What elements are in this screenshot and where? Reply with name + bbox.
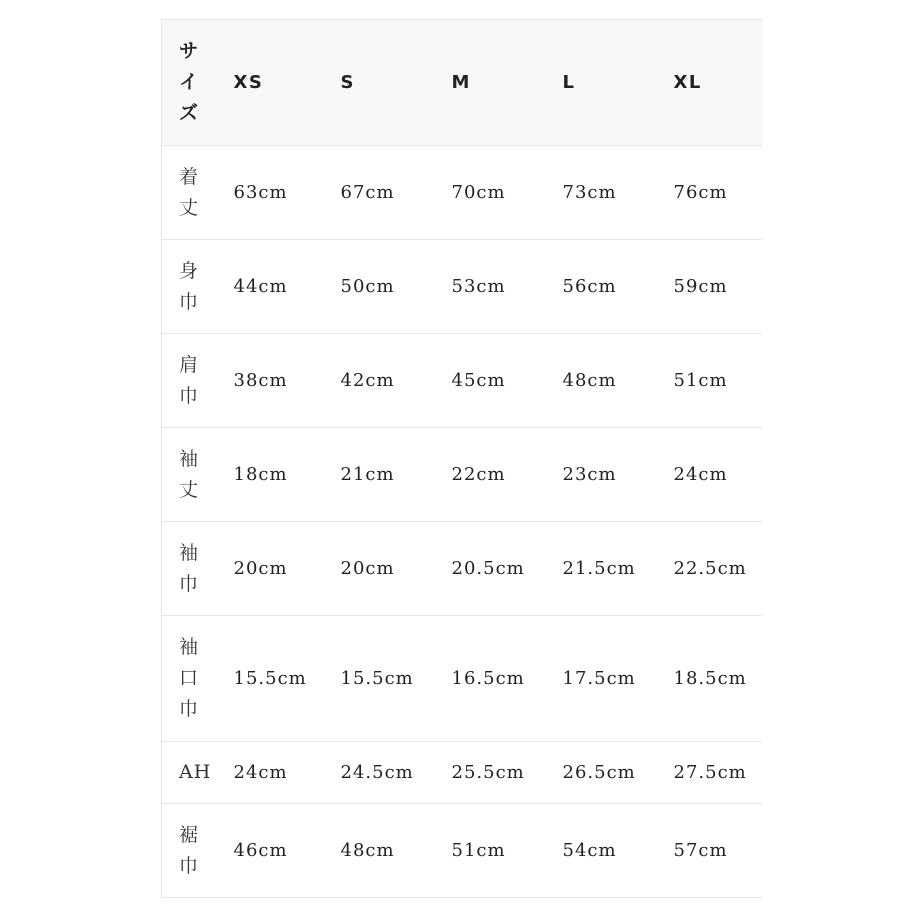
table-cell: 27.5cm: [674, 742, 762, 804]
table-cell: 54cm: [563, 804, 674, 898]
table-cell: 73cm: [563, 146, 674, 240]
header-row: [162, 20, 762, 146]
table-cell: 59cm: [674, 240, 762, 334]
table-cell: 45cm: [452, 334, 563, 428]
table-row-length: [162, 146, 762, 240]
table-cell: 20.5cm: [452, 522, 563, 616]
row-label: [162, 616, 234, 742]
table-cell: 48cm: [341, 804, 452, 898]
table-cell: 57cm: [674, 804, 762, 898]
row-label-char: AH: [179, 761, 212, 783]
table-cell: 56cm: [563, 240, 674, 334]
table-cell: 20cm: [234, 522, 341, 616]
table-cell: 50cm: [341, 240, 452, 334]
table-cell: 24cm: [234, 742, 341, 804]
table-row-sleeve-width: [162, 522, 762, 616]
header-size-m: M: [452, 20, 563, 146]
table-cell: 51cm: [452, 804, 563, 898]
table-cell: 18cm: [234, 428, 341, 522]
row-label-char: 巾: [179, 290, 200, 313]
table-cell: 46cm: [234, 804, 341, 898]
header-size-xl: XL: [674, 20, 762, 146]
header-label-char: サ: [179, 40, 200, 62]
table-cell: 21.5cm: [563, 522, 674, 616]
row-label-char: 袖: [179, 636, 200, 658]
table-cell: 24.5cm: [341, 742, 452, 804]
table-cell: 25.5cm: [452, 742, 563, 804]
row-label: [162, 146, 234, 240]
table-row-shoulder-width: [162, 334, 762, 428]
table-cell: 16.5cm: [452, 616, 563, 742]
table-cell: 21cm: [341, 428, 452, 522]
table-row-armhole: [162, 742, 762, 804]
row-label: [162, 742, 234, 804]
row-label-char: 肩: [179, 353, 200, 376]
size-chart-table: [161, 19, 762, 898]
table-cell: 70cm: [452, 146, 563, 240]
row-label-char: 身: [179, 259, 200, 282]
table-cell: 24cm: [674, 428, 762, 522]
row-label-char: 巾: [179, 384, 200, 407]
table-row-hem-width: [162, 804, 762, 898]
header-label-char: ズ: [179, 102, 200, 124]
row-label: [162, 804, 234, 898]
header-size-l: L: [563, 20, 674, 146]
row-label-char: 丈: [179, 196, 200, 219]
row-label-char: 袖: [179, 541, 200, 564]
table-cell: 26.5cm: [563, 742, 674, 804]
row-label-char: 口: [179, 667, 200, 689]
header-label-char: イ: [179, 71, 200, 93]
table-cell: 76cm: [674, 146, 762, 240]
table-cell: 42cm: [341, 334, 452, 428]
table-cell: 51cm: [674, 334, 762, 428]
header-size-s: S: [341, 20, 452, 146]
row-label-char: 袖: [179, 447, 200, 470]
table-cell: 53cm: [452, 240, 563, 334]
table-cell: 23cm: [563, 428, 674, 522]
row-label-char: 着: [179, 165, 200, 188]
header-size-xs: XS: [234, 20, 341, 146]
table-cell: 22.5cm: [674, 522, 762, 616]
table-cell: 15.5cm: [341, 616, 452, 742]
table-row-sleeve-length: [162, 428, 762, 522]
table-cell: 44cm: [234, 240, 341, 334]
row-label-char: 巾: [179, 698, 200, 720]
table-row-cuff-width: [162, 616, 762, 742]
table-cell: 63cm: [234, 146, 341, 240]
table-cell: 17.5cm: [563, 616, 674, 742]
row-label-char: 巾: [179, 854, 200, 877]
row-label-char: 巾: [179, 572, 200, 595]
table-cell: 38cm: [234, 334, 341, 428]
table-cell: 48cm: [563, 334, 674, 428]
table-cell: 67cm: [341, 146, 452, 240]
table-cell: 22cm: [452, 428, 563, 522]
row-label: [162, 428, 234, 522]
row-label-char: 丈: [179, 478, 200, 501]
row-label: [162, 240, 234, 334]
table-cell: 18.5cm: [674, 616, 762, 742]
row-label-char: 裾: [179, 823, 200, 846]
row-label: [162, 334, 234, 428]
table-cell: 20cm: [341, 522, 452, 616]
table-row-body-width: [162, 240, 762, 334]
table-cell: 15.5cm: [234, 616, 341, 742]
row-label: [162, 522, 234, 616]
header-size-label: [162, 20, 234, 146]
